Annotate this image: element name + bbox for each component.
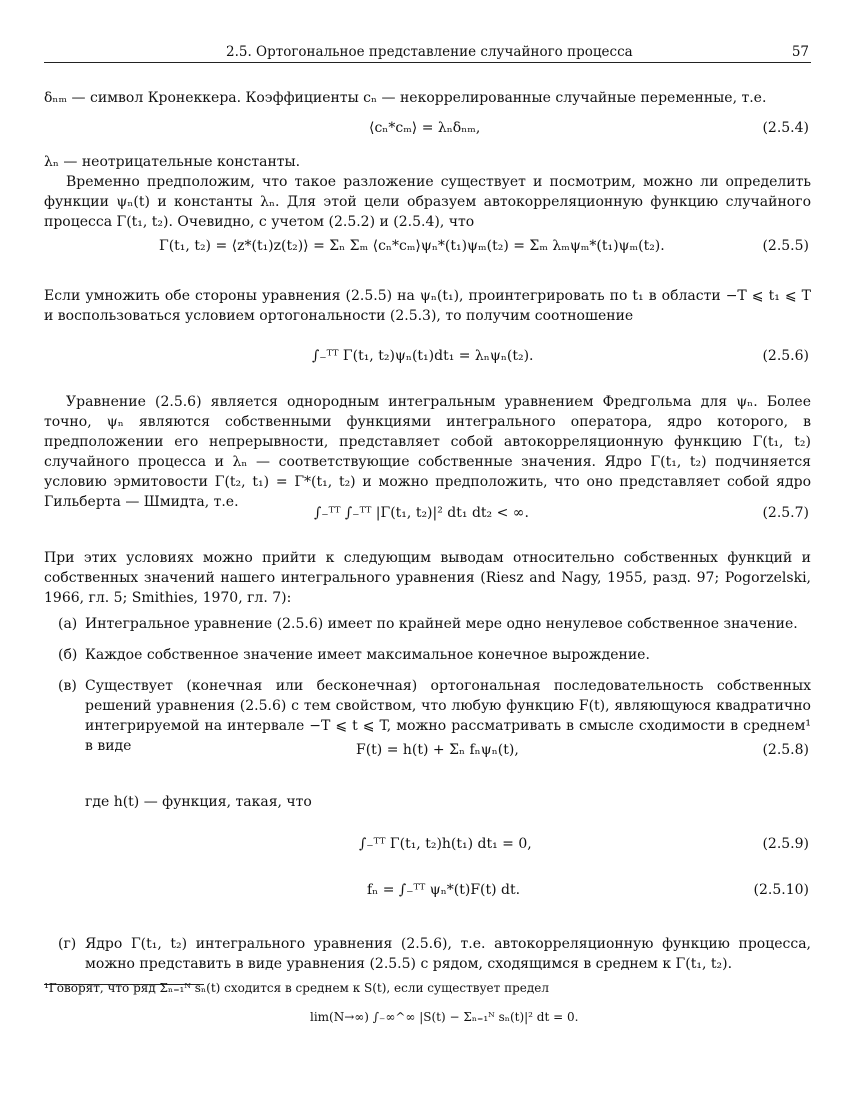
equation-2-5-9: [44, 836, 811, 860]
paragraph-conditions: При этих условиях можно прийти к следующим выводам относительно собственных функций и собственных значений нашего интегрального уравнения (Riesz and Nagy, 1955, разд. 97; Pogorzelski, 1966, гл. 5; Smithies, 1970, гл. 7):: [44, 550, 811, 606]
equation-number: (2.5.6): [762, 348, 809, 364]
list-item-label: (а): [58, 616, 78, 632]
running-header: [44, 44, 811, 63]
paragraph-assumption: Временно предположим, что такое разложение существует и посмотрим, можно ли определить функции ψₙ(t) и константы λₙ. Для этой цели образуем автокорреляционную функцию случайного процесса Γ(t₁, t₂). Очевидно, с учетом (2.5.2) и (2.5.4), что: [44, 174, 811, 230]
list-item-label: (б): [58, 647, 78, 663]
equation-body: Γ(t₁, t₂) = ⟨z*(t₁)z(t₂)⟩ = Σₙ Σₘ ⟨cₙ*cₘ⟩ψₙ*(t₁)ψₘ(t₂) = Σₘ λₘψₘ*(t₁)ψₘ(t₂).: [159, 238, 665, 254]
equation-2-5-10: [44, 882, 811, 906]
equation-body: F(t) = h(t) + Σₙ fₙψₙ(t),: [356, 742, 519, 758]
equation-2-5-6: [44, 348, 811, 372]
equation-2-5-7: [44, 505, 811, 529]
list-item-b: [44, 645, 811, 665]
list-item-text: Каждое собственное значение имеет максимальное конечное вырождение.: [85, 647, 650, 663]
equation-body: fₙ = ∫₋ᵀᵀ ψₙ*(t)F(t) dt.: [367, 882, 521, 898]
list-item-label: (г): [58, 936, 77, 952]
paragraph-kronecker: δₙₘ — символ Кронеккера. Коэффициенты cₙ — некоррелированные случайные переменные, т.е.: [44, 90, 767, 106]
list-item-text: Существует (конечная или бесконечная) ортогональная последовательность собственных решений уравнения (2.5.6) с тем свойством, что любую функцию F(t), являющуюся квадратично интегрируемой на интервале −T ⩽ t ⩽ T, можно рассматривать в смысле сходимости в среднем¹ в виде: [85, 678, 811, 754]
footnote-equation: lim(N→∞) ∫₋∞^∞ |S(t) − Σₙ₌₁ᴺ sₙ(t)|² dt = 0.: [310, 1010, 579, 1024]
list-item-d: [44, 934, 811, 974]
equation-body: ∫₋ᵀᵀ ∫₋ᵀᵀ |Γ(t₁, t₂)|² dt₁ dt₂ < ∞.: [314, 505, 529, 521]
equation-2-5-8: [44, 742, 811, 766]
list-item-text: Ядро Γ(t₁, t₂) интегрального уравнения (2.5.6), т.е. автокорреляционную функцию процесса, можно представить в виде уравнения (2.5.5) с рядом, сходящимся в среднем к Γ(t₁, t₂).: [85, 936, 811, 972]
equation-number: (2.5.8): [762, 742, 809, 758]
equation-number: (2.5.5): [762, 238, 809, 254]
list-item-label: (в): [58, 678, 77, 694]
running-title: 2.5. Ортогональное представление случайного процесса: [226, 44, 633, 60]
equation-number: (2.5.9): [762, 836, 809, 852]
paragraph-lambda: λₙ — неотрицательные константы.: [44, 154, 301, 170]
paragraph-where-h: где h(t) — функция, такая, что: [85, 794, 312, 810]
list-item-text: Интегральное уравнение (2.5.6) имеет по крайней мере одно ненулевое собственное значение.: [85, 616, 798, 632]
list-item-a: [44, 614, 811, 634]
page-number: 57: [791, 44, 809, 60]
equation-body: ∫₋ᵀᵀ Γ(t₁, t₂)ψₙ(t₁)dt₁ = λₙψₙ(t₂).: [312, 348, 534, 364]
equation-number: (2.5.10): [753, 882, 809, 898]
equation-body: ⟨cₙ*cₘ⟩ = λₙδₙₘ,: [369, 120, 481, 136]
equation-number: (2.5.7): [762, 505, 809, 521]
equation-2-5-4: [44, 120, 811, 144]
paragraph-fredholm: Уравнение (2.5.6) является однородным интегральным уравнением Фредгольма для ψₙ. Более точно, ψₙ являются собственными функциями интегрального оператора, ядро которого, в предположении его непрерывности, представляет собой автокорреляционную функцию Γ(t₁, t₂) случайного процесса и λₙ — соответствующие собственные значения. Ядро Γ(t₁, t₂) подчиняется условию эрмитовости Γ(t₂, t₁) = Γ*(t₁, t₂) и можно предположить, что оно представляет собой ядро Гильберта — Шмидта, т.е.: [44, 394, 811, 510]
equation-body: ∫₋ᵀᵀ Γ(t₁, t₂)h(t₁) dt₁ = 0,: [359, 836, 532, 852]
equation-2-5-5: [44, 238, 811, 262]
footnote-text: ¹Говорят, что ряд Σₙ₌₁ᴺ sₙ(t) сходится в среднем к S(t), если существует предел: [44, 981, 549, 995]
paragraph-multiply: Если умножить обе стороны уравнения (2.5.5) на ψₙ(t₁), проинтегрировать по t₁ в области −T ⩽ t₁ ⩽ T и воспользоваться условием ортогональности (2.5.3), то получим соотношение: [44, 288, 811, 324]
equation-number: (2.5.4): [762, 120, 809, 136]
